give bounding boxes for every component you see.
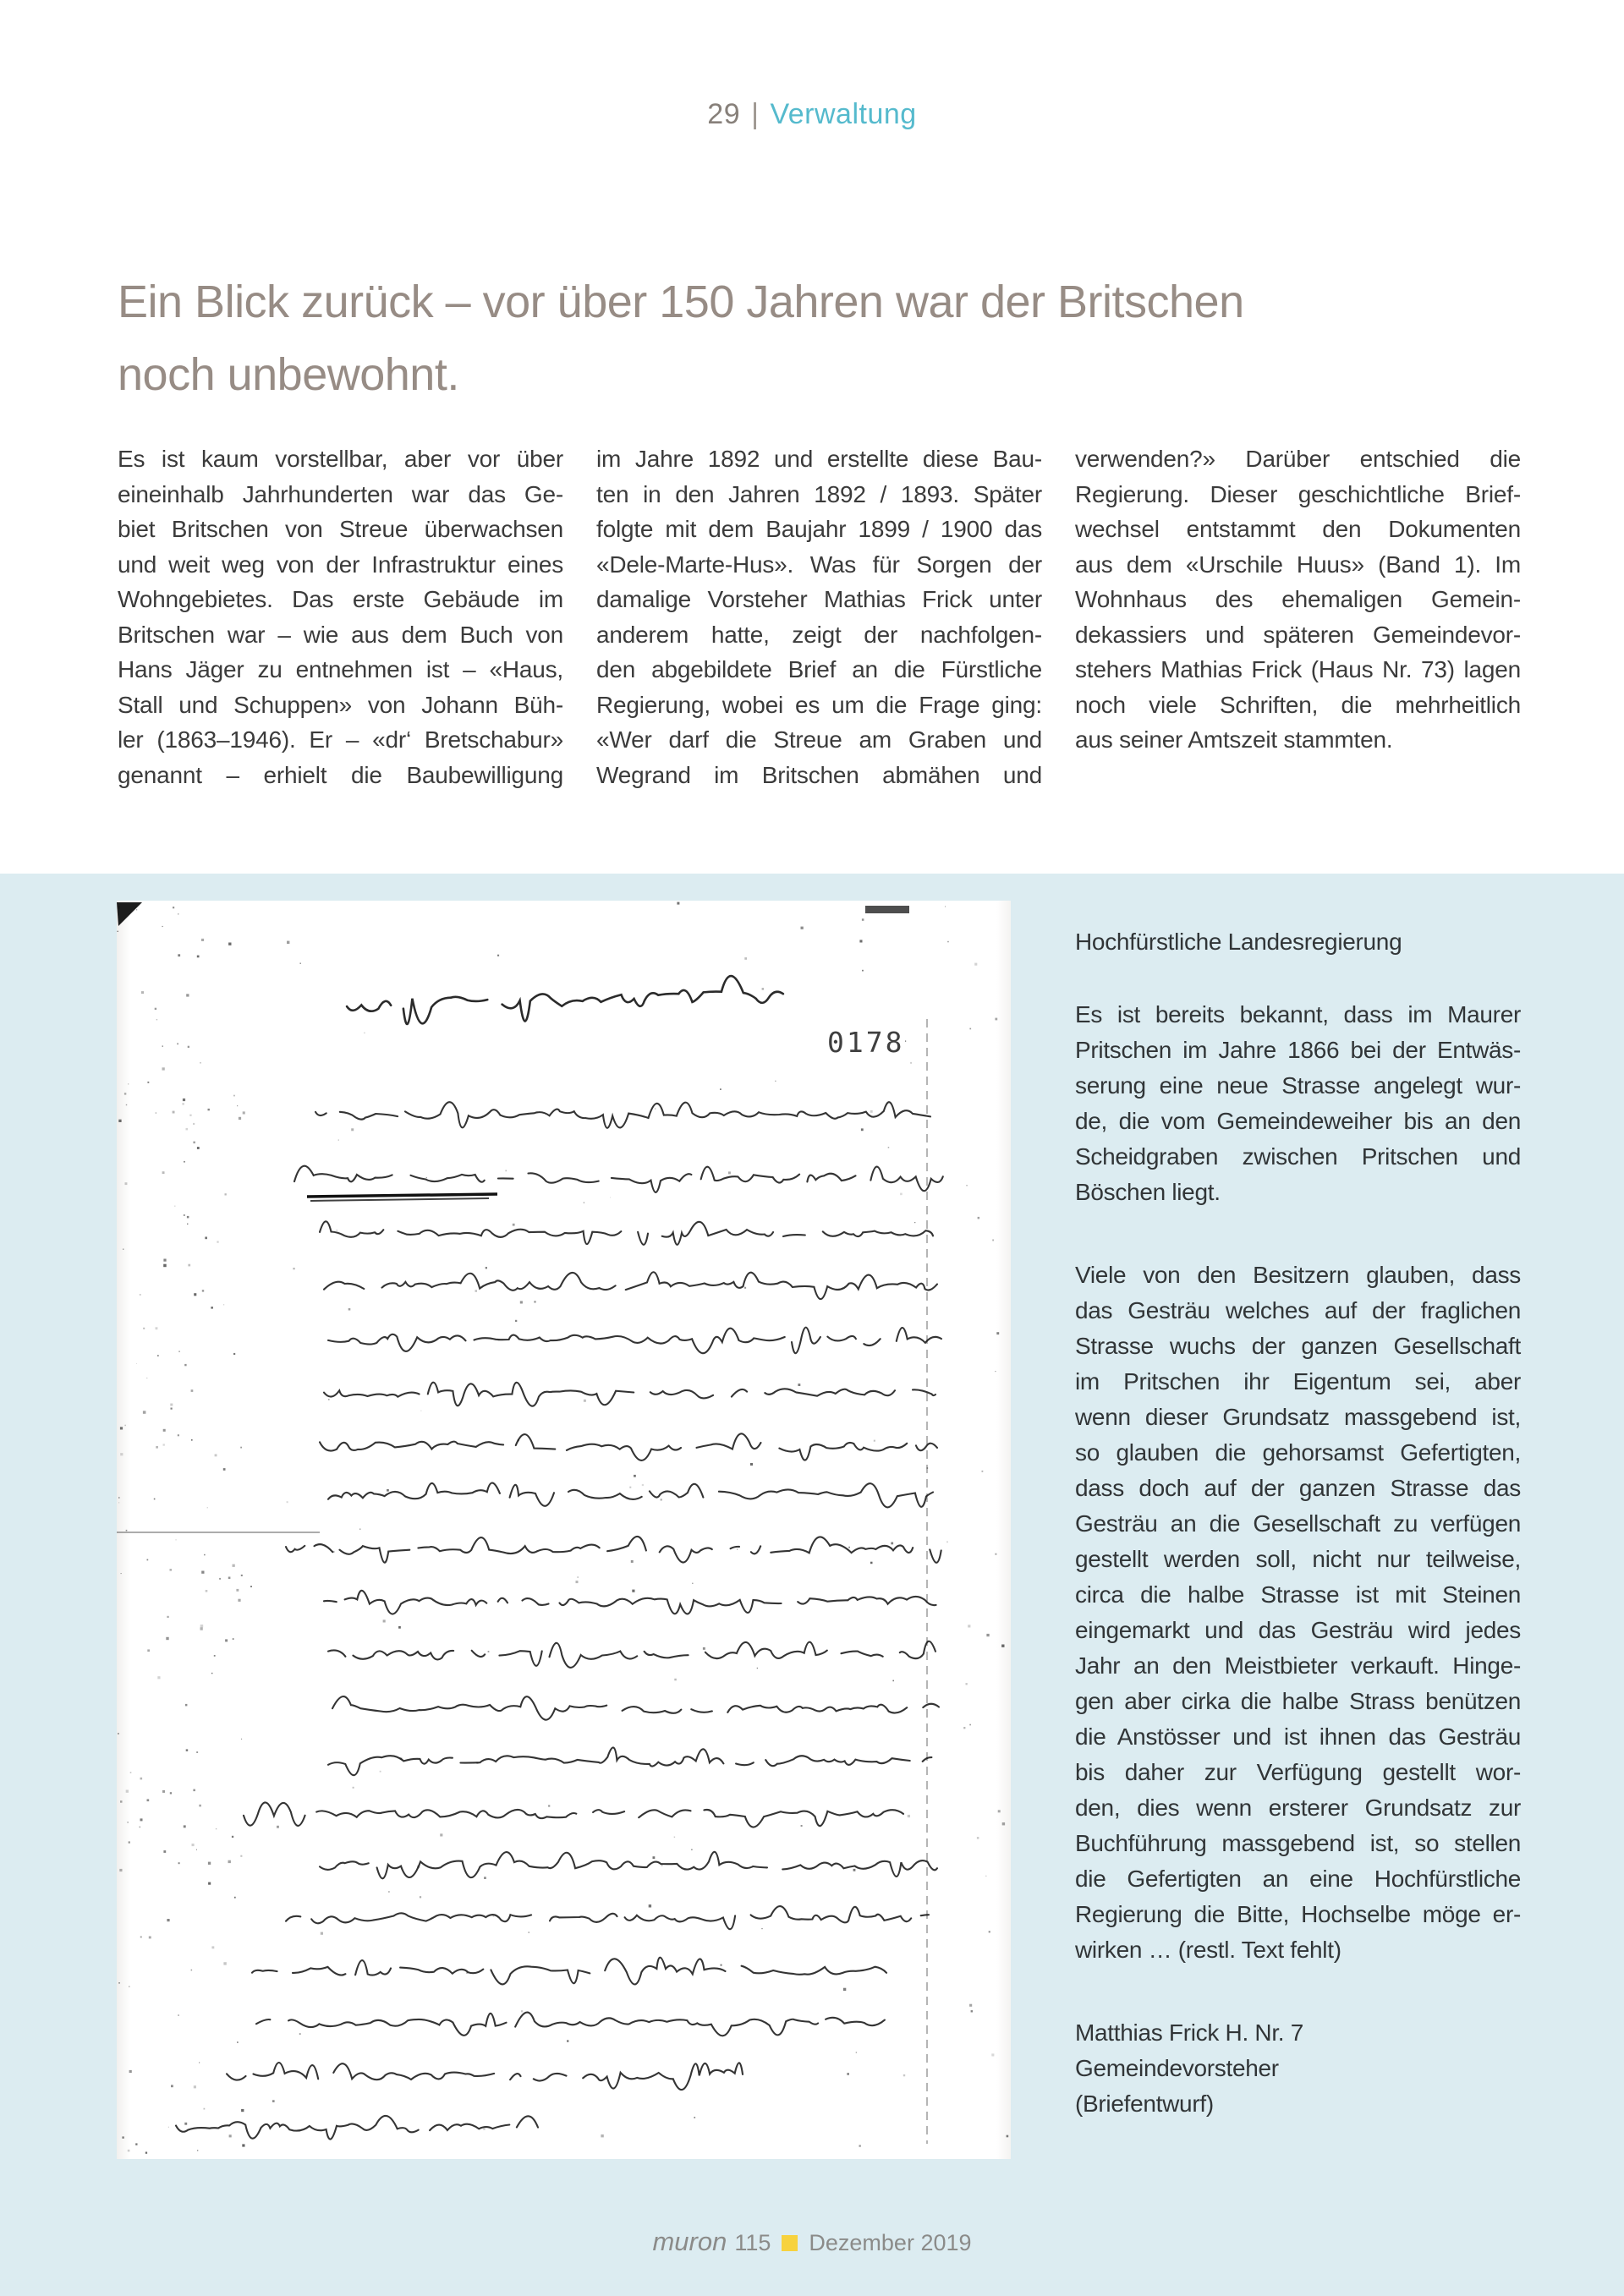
text-line: de, die vom Gemeindeweiher bis an den [1075,1108,1521,1134]
text-line: bis daher zur Verfügung gestellt wor- [1075,1759,1521,1785]
body-text-line: und weit weg von der Infrastruktur eines [118,551,563,578]
text-line: Scheidgraben zwischen Pritschen und [1075,1143,1521,1170]
body-text-line: wechsel entstammt den Dokumenten [1075,516,1521,542]
text-line: wenn dieser Grundsatz massgebend ist, [1075,1404,1521,1430]
page-title-line: Ein Blick zurück – vor über 150 Jahren war der Britschen [118,277,1244,327]
body-text-line: genannt – erhielt die Baubewilligung [118,761,563,788]
text-line: dass doch auf der ganzen Strasse das [1075,1475,1521,1501]
signature-line: Gemeindevorsteher [1075,2055,1279,2081]
body-text-line: «Wer darf die Streue am Graben und [596,726,1042,753]
transcription-paragraphs [1075,997,1521,1968]
body-text-line: Wohngebietes. Das erste Gebäude im [118,586,563,612]
text-line: Strasse wuchs der ganzen Gesellschaft [1075,1333,1521,1359]
sidebar-paragraph [1075,1258,1521,1968]
body-text-line: aus dem «Urschile Huus» (Band 1). Im [1075,551,1521,578]
body-text-line: stehers Mathias Frick (Haus Nr. 73) lagen [1075,656,1521,682]
body-column-1 [118,441,563,792]
body-text-line: dekassiers und späteren Gemeindevor- [1075,621,1521,648]
transcription-heading: Hochfürstliche Landesregierung [1075,929,1402,955]
page-number: 29 [707,98,741,130]
text-line: gestellt werden soll, nicht nur teilweise, [1075,1546,1521,1572]
yellow-square-icon [782,2235,798,2251]
handwriting-image [117,901,1011,2159]
text-line: eingemarkt und das Gesträu wird jedes [1075,1617,1521,1643]
text-line: serung eine neue Strasse angelegt wur- [1075,1072,1521,1099]
text-line: Buchführung massgebend ist, so stellen [1075,1830,1521,1856]
body-text-line: im Jahre 1892 und erstellte diese Bau- [596,446,1042,472]
letter-transcription-sidebar [1075,924,1521,2122]
archive-stamp-number: 0178 [827,1026,905,1059]
body-text-line: verwenden?» Darüber entschied die [1075,446,1521,472]
handwritten-letter-scan [117,901,1011,2159]
body-text-line: folgte mit dem Baujahr 1899 / 1900 das [596,516,1042,542]
text-line: Regierung die Bitte, Hochselbe möge er- [1075,1901,1521,1927]
body-text-line: damalige Vorsteher Mathias Frick unter [596,586,1042,612]
text-line: die Anstösser und ist ihnen das Gesträu [1075,1723,1521,1750]
body-text-line: biet Britschen von Streue überwachsen [118,516,563,542]
body-text-line: Es ist kaum vorstellbar, aber vor über [118,446,563,472]
text-line: Viele von den Besitzern glauben, dass [1075,1262,1521,1288]
body-text-line: Regierung. Dieser geschichtliche Brief- [1075,480,1521,507]
body-text-line: noch viele Schriften, die mehrheitlich [1075,691,1521,718]
text-line: den, dies wenn ersterer Grundsatz zur [1075,1795,1521,1821]
page-title-line: noch unbewohnt. [118,349,459,400]
body-text-line: Hans Jäger zu entnehmen ist – «Haus, [118,656,563,682]
body-text-line: aus seiner Amtszeit stammten. [1075,726,1393,753]
body-text-line: eineinhalb Jahrhunderten war das Ge- [118,480,563,507]
body-column-2 [596,441,1042,792]
page-header [0,98,1624,131]
section-label: Verwaltung [770,98,917,130]
body-text-line: anderem hatte, zeigt der nachfolgen- [596,621,1042,648]
text-line: die Gefertigten an eine Hochfürstliche [1075,1866,1521,1892]
text-line: so glauben die gehorsamst Gefertigten, [1075,1439,1521,1466]
signature-line: (Briefentwurf) [1075,2091,1214,2117]
header-separator: | [751,98,760,130]
body-text-line: Wohnhaus des ehemaligen Gemein- [1075,586,1521,612]
body-text-line: Stall und Schuppen» von Johann Büh- [118,691,563,718]
text-line: Böschen liegt. [1075,1179,1221,1205]
text-line: gen aber cirka die halbe Strass benützen [1075,1688,1521,1714]
text-line: Es ist bereits bekannt, dass im Maurer [1075,1001,1521,1027]
body-text-line: ten in den Jahren 1892 / 1893. Später [596,480,1042,507]
text-line: das Gesträu welches auf der fraglichen [1075,1297,1521,1323]
text-line: Pritschen im Jahre 1866 bei der Entwäs- [1075,1037,1521,1063]
body-text-line: Wegrand im Britschen abmähen und [596,761,1042,788]
body-text-line: ler (1863–1946). Er – «dr‘ Bretschabur» [118,726,563,753]
body-column-3 [1075,441,1521,758]
body-text-line: Britschen war – wie aus dem Buch von [118,621,563,648]
text-line: im Pritschen ihr Eigentum sei, aber [1075,1368,1521,1395]
body-text-line: «Dele-Marte-Hus». Was für Sorgen der [596,551,1042,578]
issue-number: 115 [734,2230,771,2255]
magazine-name: muron [652,2227,727,2256]
body-text-line: den abgebildete Brief an die Fürstliche [596,656,1042,682]
body-text-line: Regierung, wobei es um die Frage ging: [596,691,1042,718]
signature-line: Matthias Frick H. Nr. 7 [1075,2019,1304,2046]
text-line: wirken … (restl. Text fehlt) [1075,1937,1341,1963]
footer-date: Dezember 2019 [809,2230,972,2255]
sidebar-paragraph [1075,997,1521,1210]
text-line: Gesträu an die Gesellschaft zu verfügen [1075,1510,1521,1537]
text-line: Jahr an den Meistbieter verkauft. Hinge- [1075,1652,1521,1679]
page-footer [0,2227,1624,2257]
page-title [118,266,1547,411]
text-line: circa die halbe Strasse ist mit Steinen [1075,1581,1521,1608]
signature-block [1075,2015,1521,2122]
